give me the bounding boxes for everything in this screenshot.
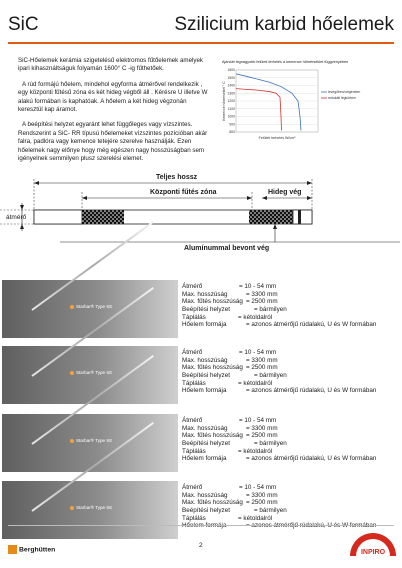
header-left-title: SiC — [8, 14, 39, 35]
inpiro-logo — [346, 528, 400, 558]
spec-label: Beépítési helyzet — [182, 372, 230, 380]
spec-label: Max. fűtés hosszúság — [182, 432, 243, 440]
spec-row — [182, 455, 392, 463]
spec-label: Táplálás — [182, 313, 206, 321]
spec-row — [182, 484, 392, 492]
spec-row — [182, 440, 392, 448]
spec-label: Max. fűtés hosszúság — [182, 298, 243, 306]
y-tick-label: 1300 — [227, 91, 235, 96]
spec-row — [182, 425, 392, 433]
spec-label: Max. fűtés hosszúság — [182, 499, 243, 507]
spec-row — [182, 357, 392, 365]
coating-label: Alumínummal bevont vég — [184, 245, 270, 252]
spec-label: Max. fűtés hosszúság — [182, 364, 243, 372]
spec-row — [182, 364, 392, 372]
legend-label: levegőben/oxigénben — [328, 90, 361, 95]
footer-divider — [8, 525, 394, 526]
element-diagram — [0, 170, 402, 265]
spec-row — [182, 321, 392, 329]
product-brand: Starbar® Type SE — [70, 505, 112, 510]
spec-value: = 10 - 54 mm — [239, 417, 277, 424]
spec-label: Hőelem formája — [182, 321, 227, 329]
spec-row — [182, 372, 392, 380]
spec-value: = bármilyen — [254, 440, 287, 448]
page-header — [8, 14, 394, 40]
spec-label: Beépítési helyzet — [182, 440, 230, 448]
spec-value: = kétoldalról — [238, 313, 273, 321]
page-number: 2 — [199, 542, 203, 549]
spec-value: = azonos átmérőjű rúdalakú, U és W formában — [246, 387, 377, 395]
product-specs — [182, 484, 392, 530]
spec-value: = bármilyen — [254, 507, 287, 515]
intro-paragraph-3: A beépítési helyzet egyaránt lehet függőleges vagy vízszintes. Rendszerint a SiC- RR típusú hőelemeket vízszintes pozícióban akár falra, padlóra vagy kemence tetejére szerelve használják. Ezen hőelemek nagy előnye hogy még egészen nagy hosszúságban sem igényelnek semmilyen plusz szerelési elemet. — [18, 121, 208, 163]
spec-row — [182, 492, 392, 500]
spec-label: Max. hosszúság — [182, 290, 228, 298]
spec-label: Max. hosszúság — [182, 424, 228, 432]
spec-value: = 3300 mm — [246, 424, 278, 432]
spec-row — [182, 298, 392, 306]
spec-value: = 3300 mm — [246, 491, 278, 499]
heat-zone-label: Központi fűtés zóna — [150, 189, 217, 196]
intro-text — [18, 57, 213, 170]
product-specs — [182, 283, 392, 329]
spec-label — [182, 522, 226, 530]
product-brand: Starbar® Type SE — [70, 370, 112, 375]
legend-label: redukált légkörben — [328, 96, 356, 101]
spec-label: Átmérő — [182, 417, 203, 424]
spec-value: = 3300 mm — [246, 290, 278, 298]
spec-row — [182, 283, 392, 291]
spec-row — [182, 349, 392, 357]
spec-value: = 10 - 54 mm — [239, 349, 277, 356]
spec-label: Átmérő — [182, 349, 203, 356]
spec-label: Táplálás — [182, 514, 206, 522]
spec-row — [182, 515, 392, 523]
spec-value: = azonos átmérőjű rúdalakú, U és W formában — [246, 455, 377, 463]
spec-label: Max. hosszúság — [182, 356, 228, 364]
y-axis-label: Kemence hőmérséklet ° C — [222, 81, 226, 121]
spec-label: Beépítési helyzet — [182, 507, 230, 515]
y-tick-label: 1100 — [227, 106, 235, 111]
temperature-chart — [222, 60, 382, 150]
spec-label: Hőelem formája — [182, 455, 227, 463]
spec-value: = 3300 mm — [246, 356, 278, 364]
chart-title: Ajánlott legnagyobb felületi terhelés a kemence hőmérséklet függvényében — [222, 60, 349, 64]
spec-label: Táplálás — [182, 447, 206, 455]
spec-value: = bármilyen — [254, 372, 287, 380]
spec-label: Max. hosszúság — [182, 491, 228, 499]
spec-row — [182, 432, 392, 440]
spec-row — [182, 291, 392, 299]
product-specs — [182, 349, 392, 395]
header-divider — [8, 42, 394, 44]
spec-value: = kétoldalról — [238, 379, 273, 387]
y-tick-label: 1600 — [227, 68, 235, 73]
spec-value: = azonos átmérőjű rúdalakú, U és W formában — [246, 321, 377, 329]
spec-value: = 2500 mm — [246, 499, 278, 507]
spec-row — [182, 387, 392, 395]
spec-label: Táplálás — [182, 379, 206, 387]
spec-row — [182, 417, 392, 425]
spec-label: Átmérő — [182, 484, 203, 491]
x-axis-label: Felületi terhelés W/cm² — [258, 136, 296, 140]
spec-value: = 2500 mm — [246, 364, 278, 372]
spec-value: = bármilyen — [254, 306, 287, 314]
product-specs — [182, 417, 392, 463]
cold-end-label: Hideg vég — [268, 189, 302, 196]
y-tick-label: 1400 — [227, 83, 235, 88]
spec-row — [182, 380, 392, 388]
y-tick-label: 800 — [229, 130, 235, 135]
svg-text:INPIRO: INPIRO — [360, 549, 386, 556]
product-brand: Starbar® Type SE — [70, 304, 112, 309]
spec-value: = 2500 mm — [246, 298, 278, 306]
spec-label: Beépítési helyzet — [182, 306, 230, 314]
spec-value: = kétoldalról — [238, 514, 273, 522]
spec-row — [182, 507, 392, 515]
spec-value: = 2500 mm — [246, 432, 278, 440]
y-tick-label: 900 — [229, 122, 235, 127]
y-tick-label: 1500 — [227, 75, 235, 80]
y-tick-label: 1200 — [227, 99, 235, 104]
intro-paragraph-2: A rúd formájú hőelem, mindehol egyforma átmérővel rendelkezik , egy központi fűtésű zóna és két hideg végből áll . Kérésre U illetve W alakú formában is kaphatóak. A hőelem a két hideg végzonán keresztül kap áramot. — [18, 80, 208, 114]
spec-value: = 10 - 54 mm — [239, 283, 277, 290]
chart-svg — [222, 66, 382, 150]
product-image — [2, 481, 178, 539]
berghutten-logo: Berghütten — [8, 545, 55, 557]
spec-value: = 10 - 54 mm — [239, 484, 277, 491]
total-length-label: Teljes hossz — [156, 174, 198, 181]
intro-paragraph-1: SiC-Hőelemek kerámia szigetelésű elektromos fűtőelemek amelyek ipari kihasználtságuk folyamán 1600° C -ig fűthetőek. — [18, 57, 204, 73]
spec-value: = kétoldalról — [238, 447, 273, 455]
product-brand: Starbar® Type SE — [70, 438, 112, 443]
spec-row — [182, 314, 392, 322]
y-tick-label: 1000 — [227, 114, 235, 119]
spec-label: Hőelem formája — [182, 387, 227, 395]
diameter-label: átmérő — [6, 214, 27, 221]
spec-row — [182, 306, 392, 314]
header-right-title: Szilicium karbid hőelemek — [174, 14, 394, 35]
spec-label: Átmérő — [182, 283, 203, 290]
spec-row — [182, 448, 392, 456]
spec-row — [182, 499, 392, 507]
